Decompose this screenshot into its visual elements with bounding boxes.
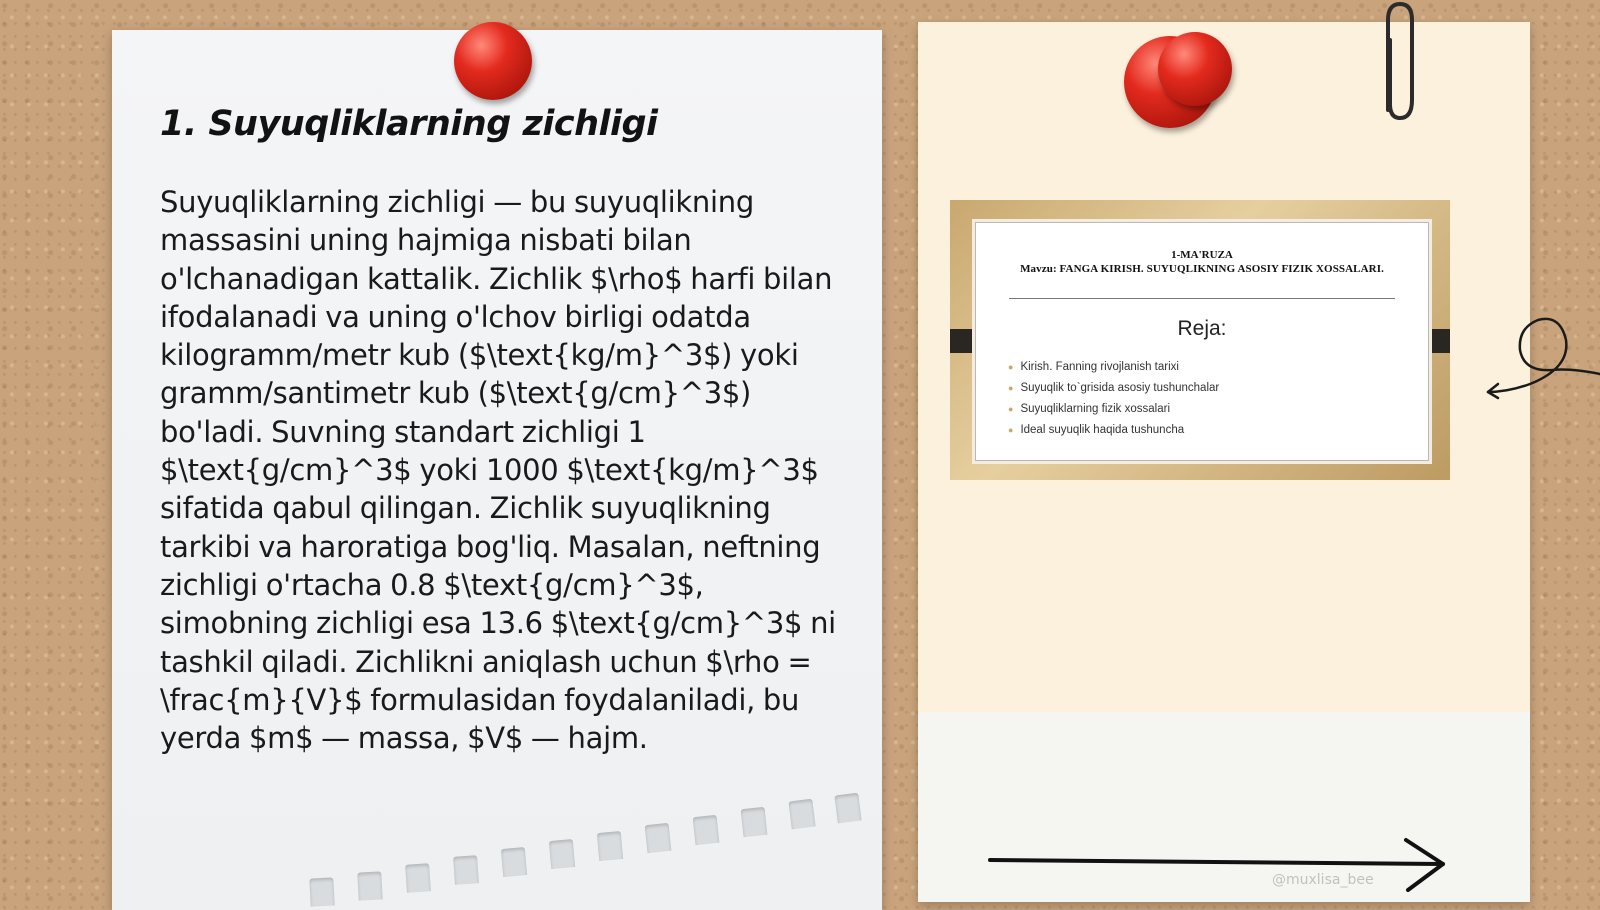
bullet-icon: ●	[1008, 425, 1014, 435]
paper-clip-icon	[1376, 0, 1420, 124]
bullet-icon: ●	[1008, 383, 1014, 393]
arrow-right-icon[interactable]	[988, 836, 1448, 892]
bullet-icon: ●	[1008, 362, 1014, 372]
list-item	[1008, 420, 1219, 441]
slide-divider	[1009, 298, 1395, 299]
section-body-text: Suyuqliklarning zichligi — bu suyuqlikning massasini uning hajmiga nisbati bilan o'lchanadigan kattalik. Zichlik $\rho$ harfi bilan ifodalanadi va uning o'lchov birligi odatda kilogramm/metr kub ($\text{kg/m}^3$) yoki gramm/santimetr kub ($\text{g/cm}^3$) bo'ladi. Suvning standart zichligi 1 $\text{g/cm}^3$ yoki 1000 $\text{kg/m}^3$ sifatida qabul qilingan. Zichlik suyuqlikning tarkibi va haroratiga bog'liq. Masalan, neftning zichligi o'rtacha 0.8 $\text{g/cm}^3$, simobning zichligi esa 13.6 $\text{g/cm}^3$ ni tashkil qiladi. Zichlikni aniqlash uchun $\rho = \frac{m}{V}$ formulasidan foydalaniladi, bu yerda $m$ — massa, $V$ — hajm.	[160, 185, 836, 756]
slide-plan-list	[1008, 357, 1219, 441]
push-pin-icon	[454, 22, 532, 100]
slide-lecture-number: 1-MA'RUZA	[1171, 249, 1233, 261]
section-heading: 1. Suyuqliklarning zichligi	[160, 104, 658, 144]
plan-item-text: Kirish. Fanning rivojlanish tarixi	[1020, 361, 1179, 373]
slide-plan-title: Reja:	[1177, 317, 1227, 340]
lecture-slide	[975, 222, 1429, 461]
plan-item-text: Suyuqlik to`grisida asosiy tushunchalar	[1020, 382, 1220, 394]
list-item	[1008, 357, 1219, 378]
slide-topic: Mavzu: FANGA KIRISH. SUYUQLIKNING ASOSIY FIZIK XOSSALARI.	[1020, 263, 1384, 275]
loop-arrow-icon	[1480, 310, 1600, 410]
plan-item-text: Ideal suyuqlik haqida tushuncha	[1020, 424, 1185, 436]
plan-item-text: Suyuqliklarning fizik xossalari	[1020, 403, 1170, 415]
push-pin-icon	[1158, 32, 1232, 106]
list-item	[1008, 378, 1219, 399]
watermark: @muxlisa_bee	[1272, 872, 1374, 888]
torn-notebook-edge	[290, 790, 890, 910]
bullet-icon: ●	[1008, 404, 1014, 414]
list-item	[1008, 399, 1219, 420]
